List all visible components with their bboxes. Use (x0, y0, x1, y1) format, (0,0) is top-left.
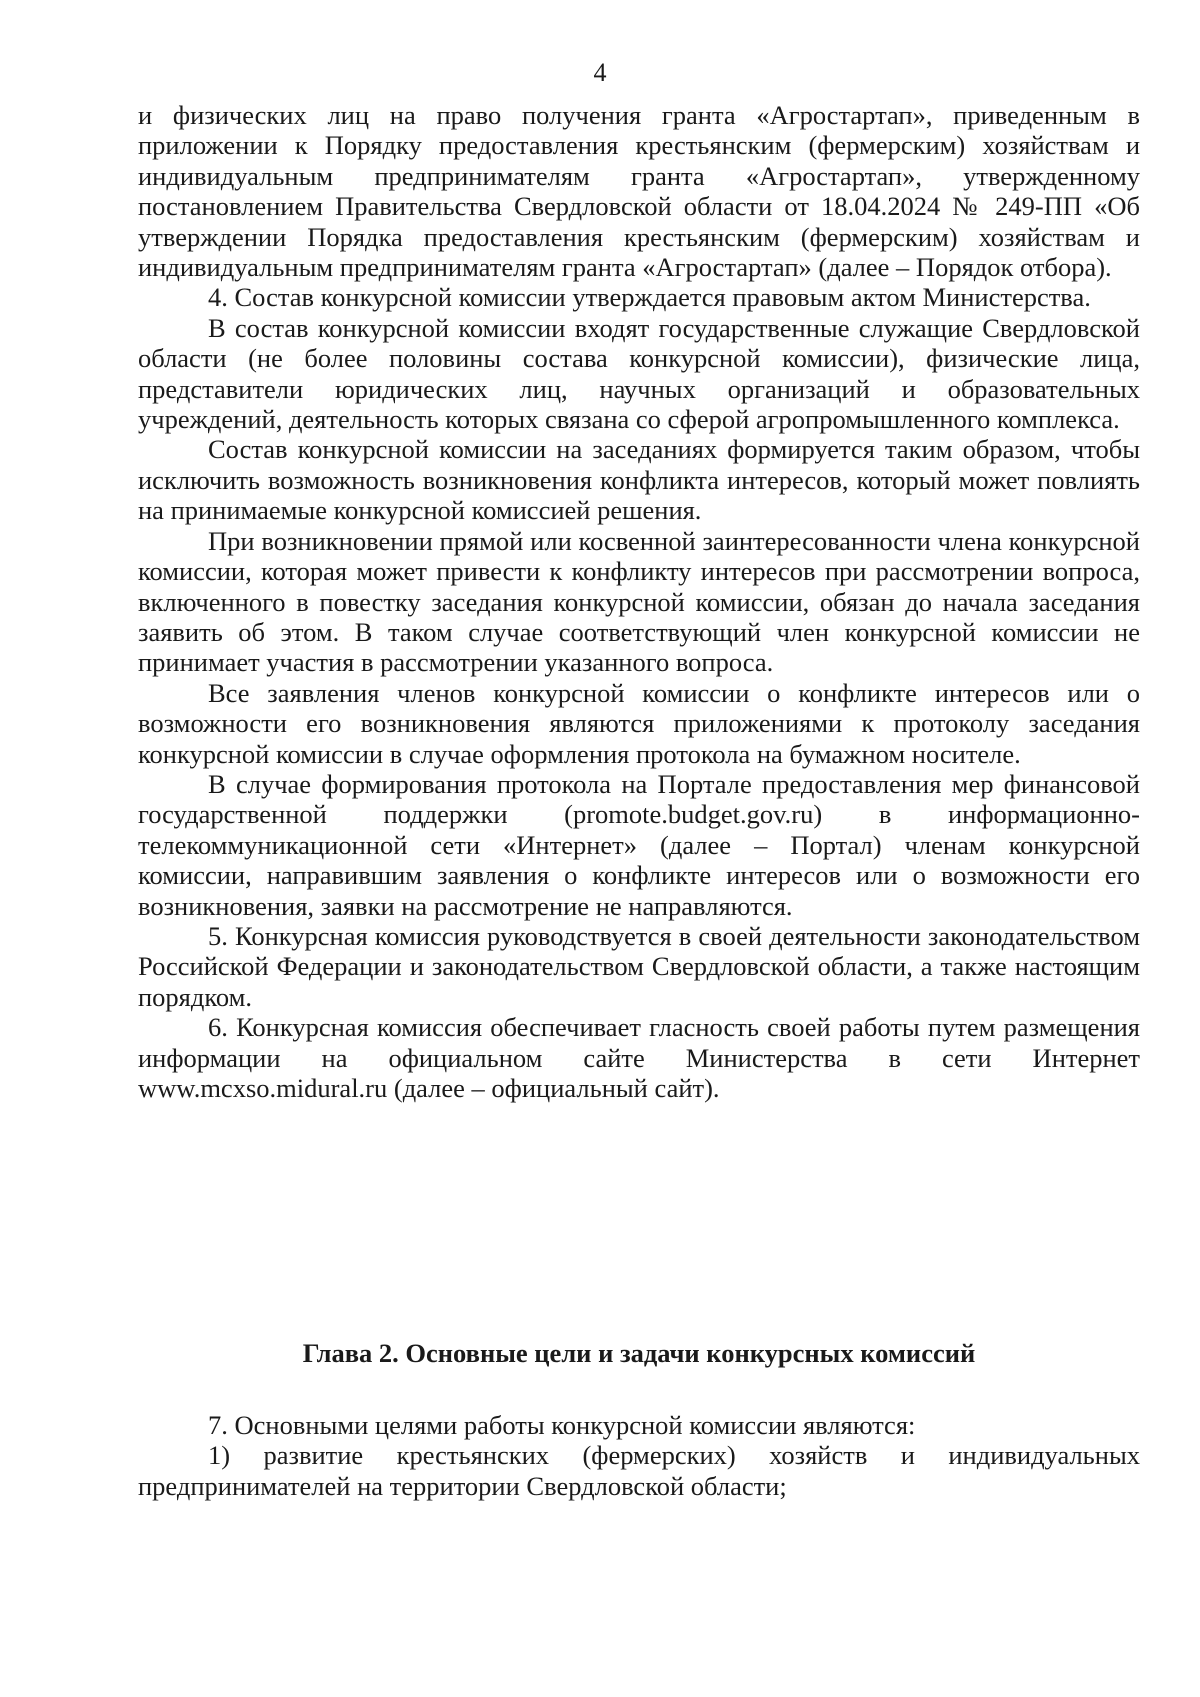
paragraph-item-4: 4. Состав конкурсной комиссии утверждается правовым актом Министерства. (208, 282, 1091, 313)
paragraph-continuation: и физических лиц на право получения гранта «Агростартап», приведенным в приложении к Порядку предоставления крестьянским (фермерским) хозяйствам и индивидуальным предпринимателям гранта «Агростартап», утвержденному постановлением Правительства Свердловской области от 18.04.2024 № 249-ПП «Об утверждении Порядка предоставления крестьянским (фермерским) хозяйствам и индивидуальным предпринимателям гранта «Агростартап» (далее – Порядок отбора). (138, 100, 1140, 283)
paragraph-item-5: 5. Конкурсная комиссия руководствуется в своей деятельности законодательством Российской Федерации и законодательством Свердловской области, а также настоящим порядком. (138, 920, 1140, 1012)
paragraph-commission-composition: В состав конкурсной комиссии входят государственные служащие Свердловской области (не более половины состава конкурсной комиссии), физические лица, представители юридических лиц, научных организаций и образовательных учреждений, деятельность которых связана со сферой агропромышленного комплекса. (138, 312, 1140, 435)
paragraph-item-6: 6. Конкурсная комиссия обеспечивает гласность своей работы путем размещения информации на официальном сайте Министерства в сети Интернет www.mcxso.midural.ru (далее – официальный сайт). (138, 1012, 1140, 1103)
paragraph-interest-disclosure: При возникновении прямой или косвенной заинтересованности члена конкурсной комиссии, которая может привести к конфликту интересов при рассмотрении вопроса, включенного в повестку заседания конкурсной комиссии, обязан до начала заседания заявить об этом. В таком случае соответствующий член конкурсной комиссии не принимает участия в рассмотрении указанного вопроса. (138, 525, 1140, 678)
paragraph-statements-appendix: Все заявления членов конкурсной комиссии о конфликте интересов или о возможности его возникновения являются приложениями к протоколу заседания конкурсной комиссии в случае оформления протокола на бумажном носителе. (138, 677, 1140, 769)
paragraph-subitem-1: 1) развитие крестьянских (фермерских) хозяйств и индивидуальных предпринимателей на территории Свердловской области; (138, 1440, 1140, 1501)
document-body (138, 100, 1140, 1103)
chapter-heading: Глава 2. Основные цели и задачи конкурсных комиссий (302, 1338, 976, 1368)
paragraph-conflict-avoidance: Состав конкурсной комиссии на заседаниях формируется таким образом, чтобы исключить возможность возникновения конфликта интересов, который может повлиять на принимаемые конкурсной комиссией решения. (138, 434, 1140, 526)
paragraph-portal-protocol: В случае формирования протокола на Портале предоставления мер финансовой государственной поддержки (promote.budget.gov.ru) в информационно-телекоммуникационной сети «Интернет» (далее – Портал) членам конкурсной комиссии, направившим заявления о конфликте интересов или о возможности его возникновения, заявки на рассмотрение не направляются. (138, 768, 1140, 921)
chapter-body (138, 1410, 1140, 1501)
paragraph-item-7: 7. Основными целями работы конкурсной комиссии являются: (208, 1410, 916, 1440)
page-number: 4 (593, 58, 607, 87)
